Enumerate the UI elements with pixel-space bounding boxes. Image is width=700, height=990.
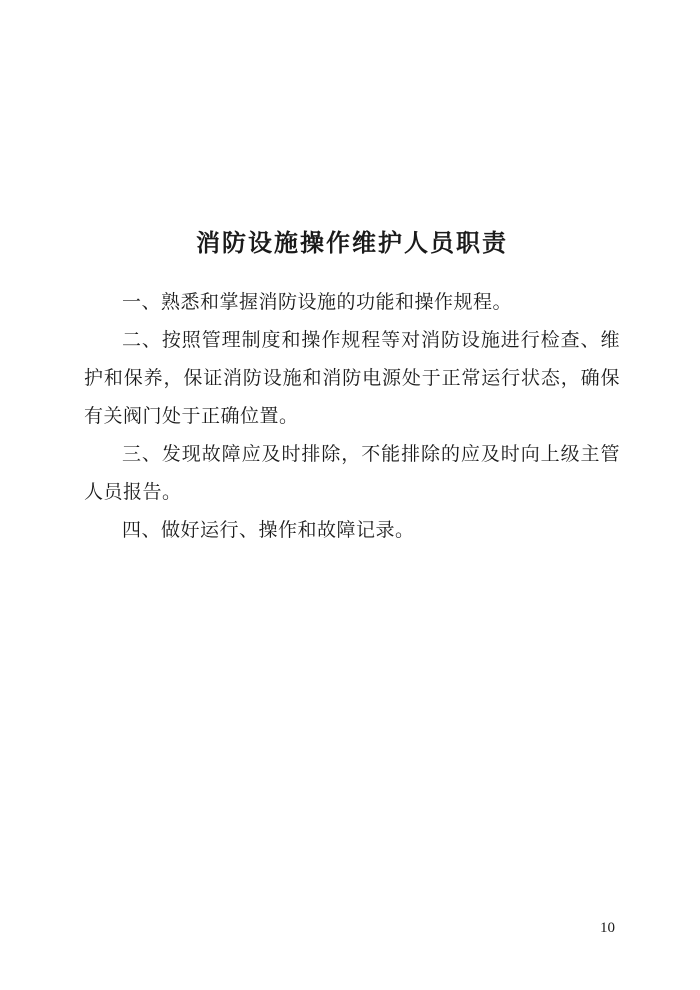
page-number: 10 bbox=[600, 920, 615, 936]
document-title: 消防设施操作维护人员职责 bbox=[196, 230, 508, 257]
document-body bbox=[84, 226, 620, 550]
paragraph-item-1: 一、熟悉和掌握消防设施的功能和操作规程。 bbox=[122, 292, 513, 313]
paragraph-item-3: 三、发现故障应及时排除，不能排除的应及时向上级主管人员报告。 bbox=[84, 444, 620, 503]
paragraph-item-2: 二、按照管理制度和操作规程等对消防设施进行检查、维护和保养，保证消防设施和消防电源处于正常运行状态，确保有关阀门处于正确位置。 bbox=[84, 330, 620, 427]
paragraph-item-4: 四、做好运行、操作和故障记录。 bbox=[122, 520, 415, 541]
